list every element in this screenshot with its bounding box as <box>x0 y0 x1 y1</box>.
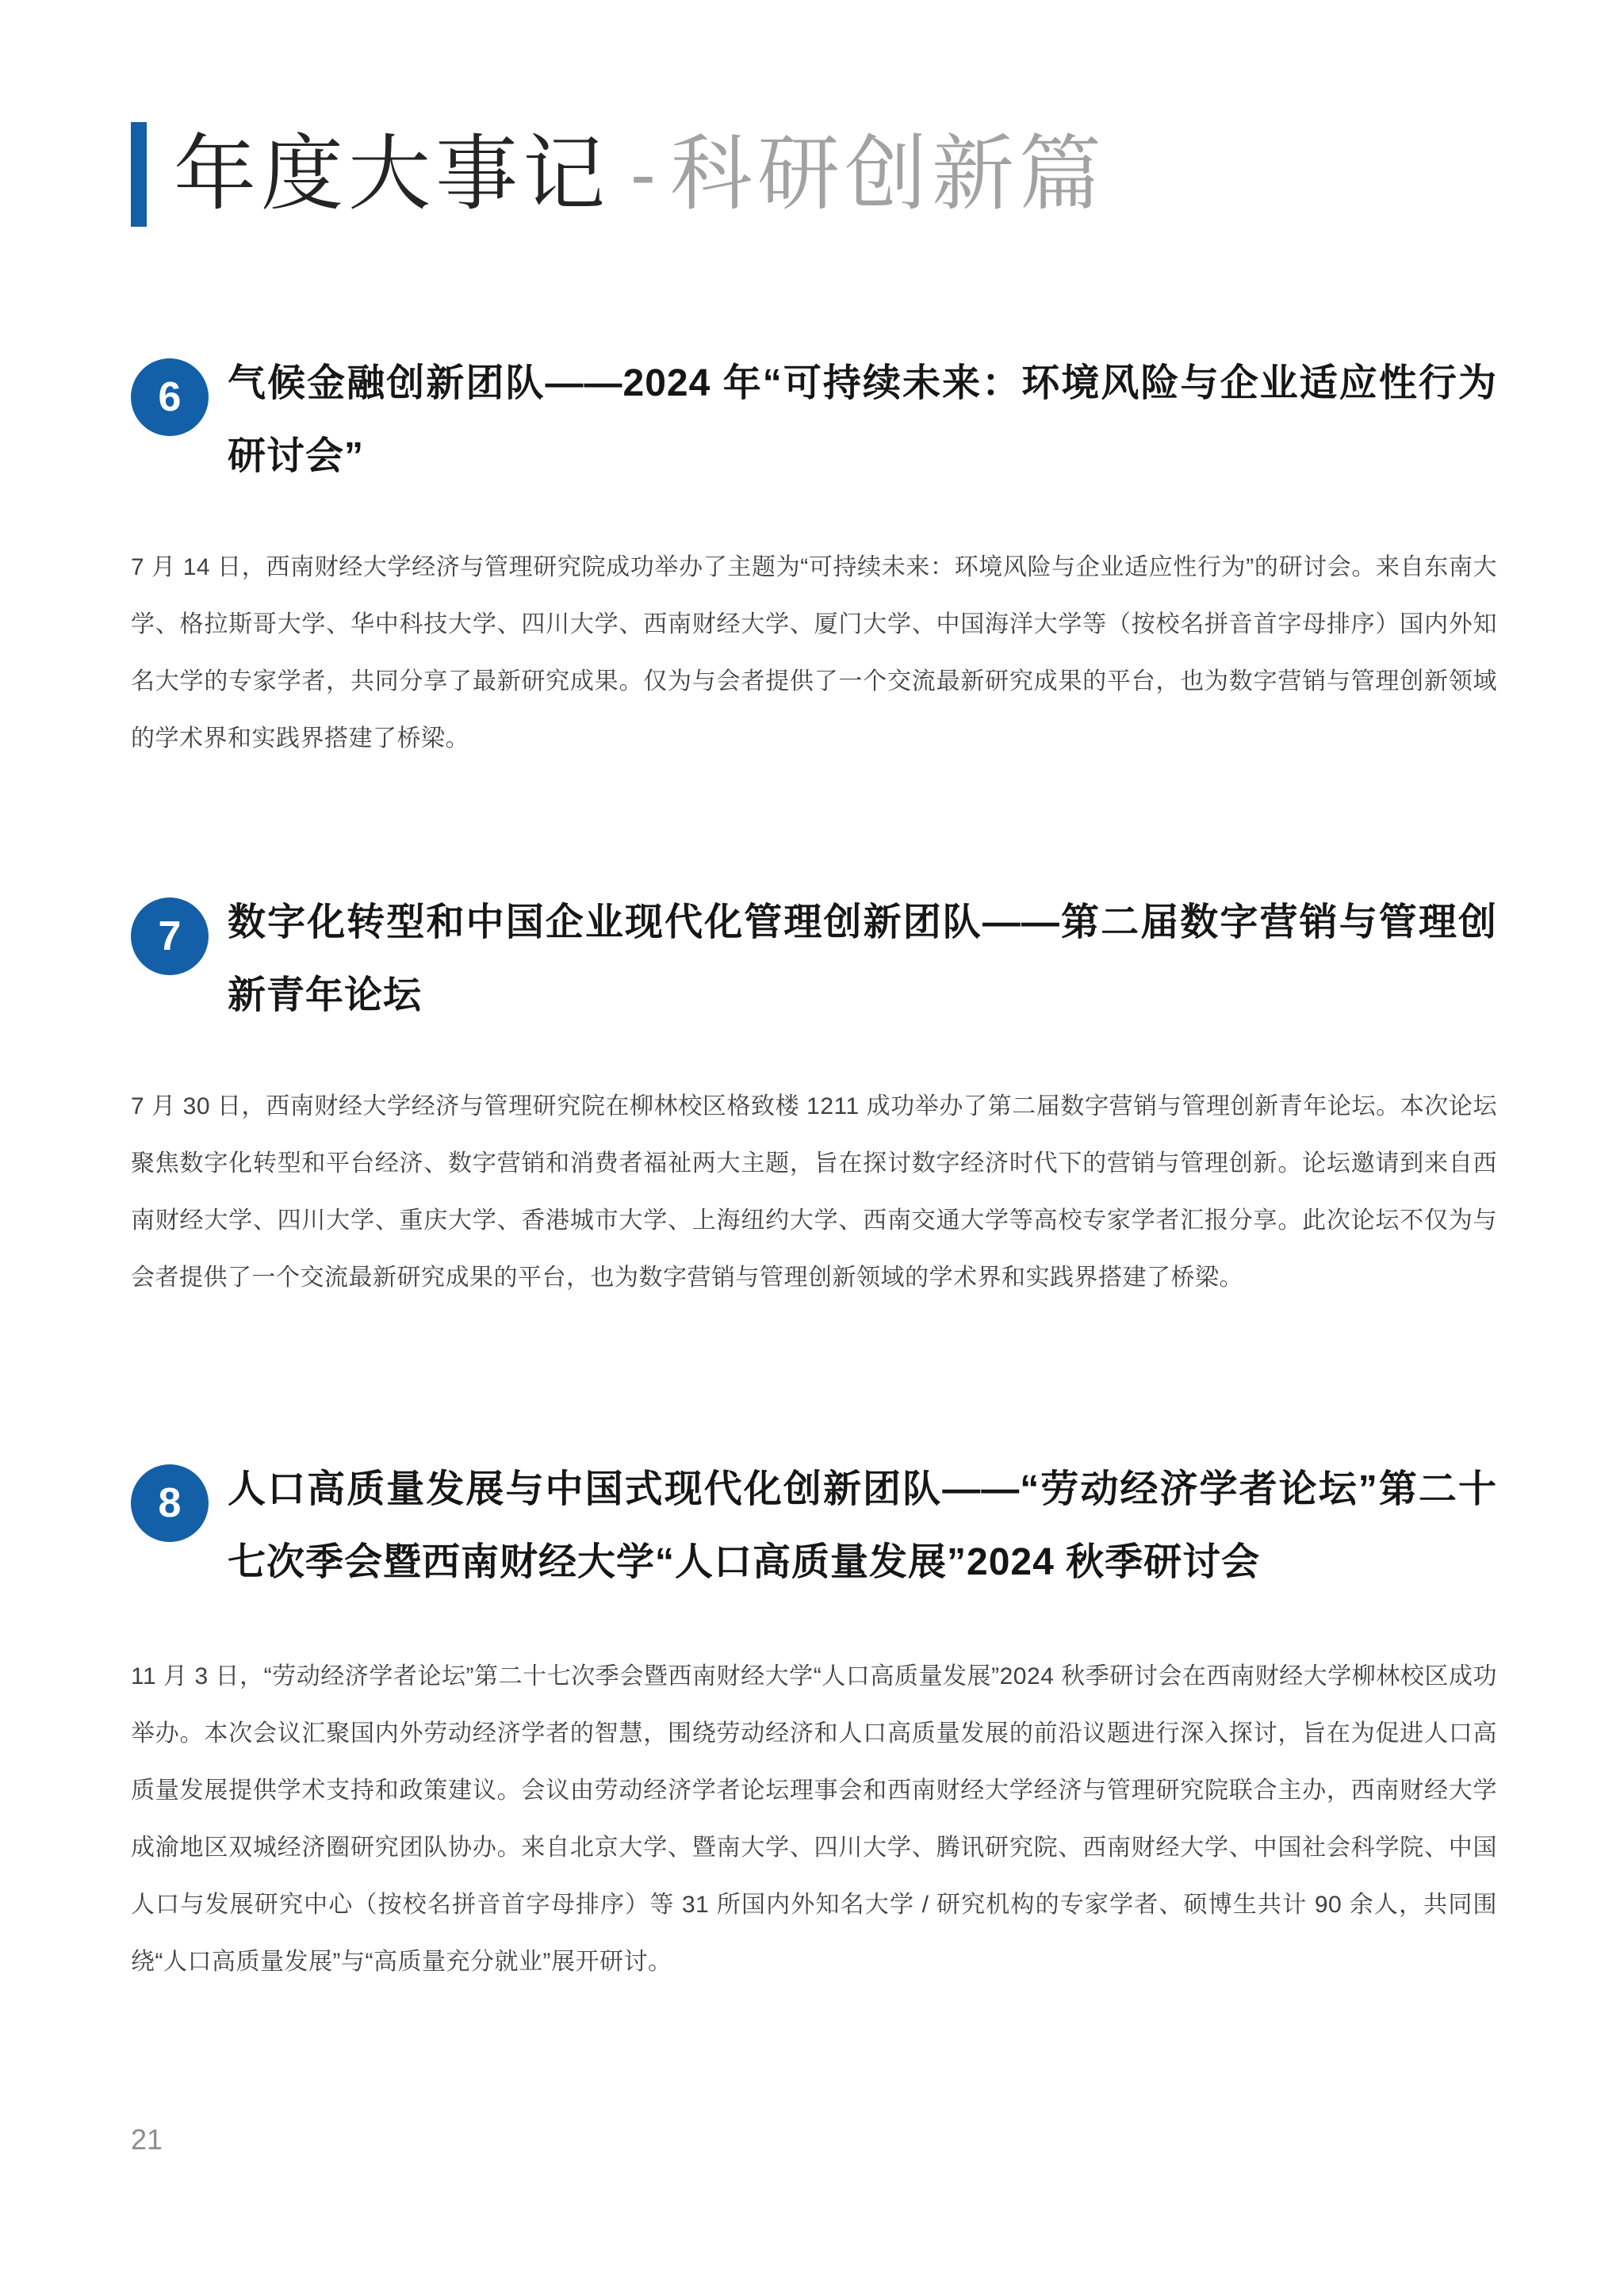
section-population-development <box>131 1453 1497 1991</box>
title-separator: - <box>630 132 656 216</box>
section-body-text: 7 月 30 日，西南财经大学经济与管理研究院在柳林校区格致楼 1211 成功举办了第二届数字营销与管理创新青年论坛。本次论坛聚焦数字化转型和平台经济、数字营销和消费者福祉两大主题，旨在探讨数字经济时代下的营销与管理创新。论坛邀请到来自西南财经大学、四川大学、重庆大学、香港城市大学、上海纽约大学、西南交通大学等高校专家学者汇报分享。此次论坛不仅为与会者提供了一个交流最新研究成果的平台，也为数字营销与管理创新领域的学术界和实践界搭建了桥梁。 <box>131 1093 1497 1291</box>
section-heading <box>131 886 1497 1032</box>
page-subtitle: 科研创新篇 <box>669 128 1106 220</box>
section-heading <box>131 1453 1497 1599</box>
section-number-badge: 6 <box>131 358 209 436</box>
section-number-badge: 8 <box>131 1464 209 1542</box>
section-body-text: 7 月 14 日，西南财经大学经济与管理研究院成功举办了主题为“可持续未来：环境风险与企业适应性行为”的研讨会。来自东南大学、格拉斯哥大学、华中科技大学、四川大学、西南财经大学、厦门大学、中国海洋大学等（按校名拼音首字母排序）国内外知名大学的专家学者，共同分享了最新研究成果。仅为与会者提供了一个交流最新研究成果的平台，也为数字营销与管理创新领域的学术界和实践界搭建了桥梁。 <box>131 554 1497 752</box>
section-title: 人口高质量发展与中国式现代化创新团队——“劳动经济学者论坛”第二十七次季会暨西南财经大学“人口高质量发展”2024 秋季研讨会 <box>228 1468 1497 1583</box>
page-title: 年度大事记 <box>174 128 611 220</box>
section-title: 气候金融创新团队——2024 年“可持续未来：环境风险与企业适应性行为研讨会” <box>228 362 1497 477</box>
section-number-badge: 7 <box>131 897 209 975</box>
section-digital-transformation <box>131 886 1497 1307</box>
section-body-text: 11 月 3 日，“劳动经济学者论坛”第二十七次季会暨西南财经大学“人口高质量发展”2024 秋季研讨会在西南财经大学柳林校区成功举办。本次会议汇聚国内外劳动经济学者的智慧，围绕劳动经济和人口高质量发展的前沿议题进行深入探讨，旨在为促进人口高质量发展提供学术支持和政策建议。会议由劳动经济学者论坛理事会和西南财经大学经济与管理研究院联合主办，西南财经大学成渝地区双城经济圈研究团队协办。来自北京大学、暨南大学、四川大学、腾讯研究院、西南财经大学、中国社会科学院、中国人口与发展研究中心（按校名拼音首字母排序）等 31 所国内外知名大学 / 研究机构的专家学者、硕博生共计 90 余人，共同围绕“人口高质量发展”与“高质量充分就业”展开研讨。 <box>131 1663 1497 1975</box>
page-number: 21 <box>131 2123 163 2156</box>
section-climate-finance <box>131 347 1497 767</box>
accent-bar <box>131 122 147 227</box>
section-title: 数字化转型和中国企业现代化管理创新团队——第二届数字营销与管理创新青年论坛 <box>228 901 1497 1016</box>
section-heading <box>131 347 1497 493</box>
page-header <box>131 119 1497 230</box>
